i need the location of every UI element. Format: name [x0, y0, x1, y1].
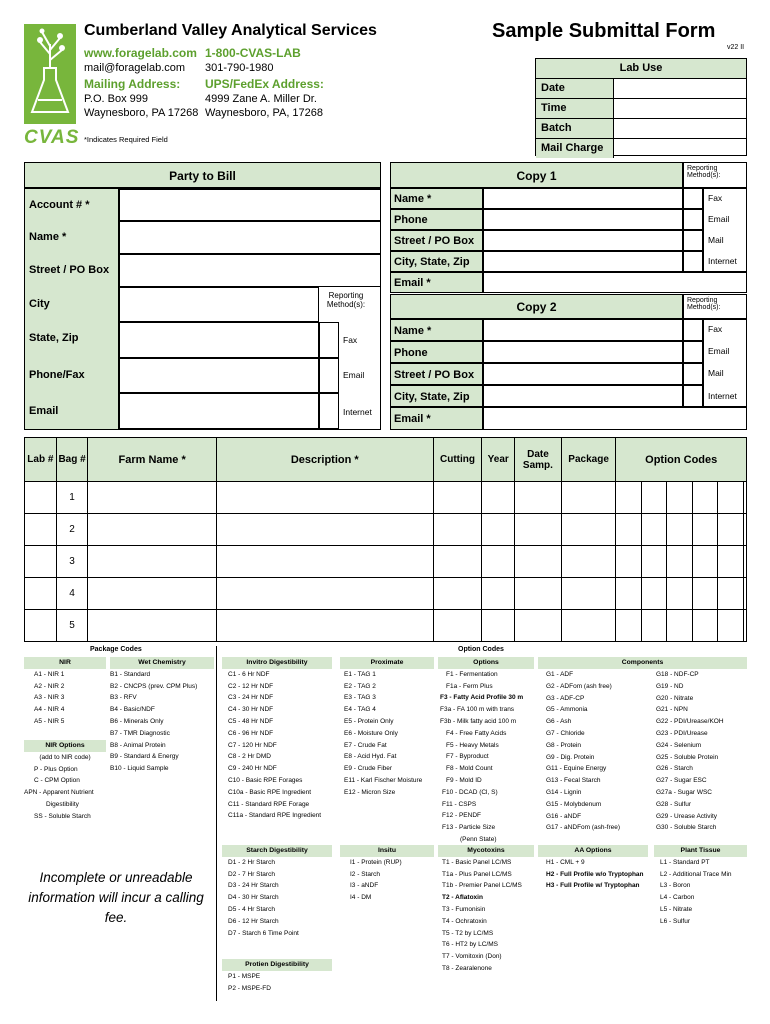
nir-options-list: NIR Options (add to NIR code) P - Plus Option C - CPM Option APN - Apparent Nutrient Digestibility SS - Soluble Starch [24, 740, 106, 823]
mailing-line2: Waynesboro, PA 17268 [84, 107, 199, 119]
copy2-form [390, 319, 747, 431]
party-fax-label: Fax [343, 335, 358, 345]
lab-batch-row[interactable]: Batch [536, 119, 746, 139]
invitro-list: Invitro Digestibility C1 - 6 Hr NDF C2 - 12 Hr NDF C3 - 24 Hr NDF C4 - 30 Hr NDF C5 - 48 Hr NDF C6 - 96 Hr NDF C7 - 120 Hr NDF C8 - 2 Hr DMD C9 - 240 Hr NDF C10 - Basic RPE Forages C10a - Basic RPE Ingredient C11 - Standard RPE Forage C11a - Standard RPE Ingredient [222, 657, 332, 822]
ups-line1: 4999 Zane A. Miller Dr. [205, 93, 317, 105]
table-row[interactable]: 2 [25, 514, 747, 546]
copy1-city-label: City, State, Zip [390, 251, 483, 272]
copy2-reporting-label: Reporting Method(s): [683, 294, 747, 319]
option-codes-title: Option Codes [458, 646, 504, 653]
copy2-email-input[interactable] [483, 407, 747, 430]
mycotoxins-list: Mycotoxins T1 - Basic Panel LC/MS T1a - Plus Panel LC/MS T1b - Premier Panel LC/MS T2 - Aflatoxin T3 - Fumonisin T4 - Ochratoxin T5 - T2 by LC/MS T6 - HT2 by LC/MS T7 - Vomitoxin (Don) T8 - Zearalenone [438, 845, 534, 975]
lab-mail-charge-row[interactable]: Mail Charge [536, 139, 746, 158]
copy2-phone-input[interactable] [483, 341, 683, 363]
copy2-internet-label: Internet [708, 391, 737, 401]
party-email-label: Email [343, 370, 365, 380]
copy1-email-input[interactable] [483, 272, 747, 293]
copy1-fax-checkbox[interactable] [683, 188, 703, 209]
copy2-email-label2: Email [708, 346, 730, 356]
copy1-phone-label: Phone [390, 209, 483, 230]
bag-header: Bag # [56, 438, 88, 482]
website-link[interactable]: www.foragelab.com [84, 46, 197, 60]
package-codes-title: Package Codes [90, 646, 142, 653]
copy1-internet-label: Internet [708, 256, 737, 266]
copy1-mail-checkbox[interactable] [683, 230, 703, 251]
phone: 301-790-1980 [205, 62, 274, 74]
copy2-fax-checkbox[interactable] [683, 319, 703, 341]
party-internet-checkbox[interactable] [319, 393, 339, 429]
nir-list: NIR A1 - NIR 1 A2 - NIR 2 A3 - NIR 3 A4 - NIR 4 A5 - NIR 5 [24, 657, 106, 728]
insitu-list: Insitu I1 - Protein (RUP) I2 - Starch I3 - aNDF I4 - DM [340, 845, 434, 904]
copy2-city-input[interactable] [483, 385, 683, 407]
samples-table [24, 437, 747, 642]
date-header: Date Samp. [515, 438, 562, 482]
copy2-street-label: Street / PO Box [390, 363, 483, 385]
party-reporting-label: Reporting Method(s): [326, 291, 366, 309]
copy1-street-input[interactable] [483, 230, 683, 251]
copy1-title: Copy 1 [390, 162, 683, 188]
copy1-reporting-label: Reporting Method(s): [683, 162, 747, 188]
desc-header: Description * [216, 438, 433, 482]
party-fax-checkbox[interactable] [319, 322, 339, 358]
copy1-phone-input[interactable] [483, 209, 683, 230]
copy1-mail-label: Mail [708, 235, 724, 245]
aa-options-list: AA Options H1 - CML + 9 H2 - Full Profile w/o Tryptophan H3 - Full Profile w/ Tryptophan [538, 845, 648, 892]
plant-tissue-list: Plant Tissue L1 - Standard PT L2 - Additional Trace Min L3 - Boron L4 - Carbon L5 - Nitrate L6 - Sulfur [654, 845, 747, 928]
name-input[interactable] [119, 221, 381, 254]
copy2-email-checkbox[interactable] [683, 341, 703, 363]
lab-header: Lab # [25, 438, 57, 482]
ups-line2: Waynesboro, PA, 17268 [205, 107, 324, 119]
phone-fax-label: Phone/Fax [29, 369, 85, 381]
components-list: Components [538, 657, 747, 669]
lab-time-row[interactable]: Time [536, 99, 746, 119]
starch-list: Starch Digestibility D1 - 2 Hr Starch D2 - 7 Hr Starch D3 - 24 Hr Starch D4 - 30 Hr Starch D5 - 4 Hr Starch D6 - 12 Hr Starch D7 - Starch 6 Time Point [222, 845, 332, 939]
street-input[interactable] [119, 254, 381, 287]
proximate-list: Proximate E1 - TAG 1 E2 - TAG 2 E3 - TAG 3 E4 - TAG 4 E5 - Protein Only E6 - Moisture Only E7 - Crude Fat E8 - Acid Hyd. Fat E9 - Crude Fiber E11 - Karl Fischer Moisture E12 - Micron Size [340, 657, 434, 799]
year-header: Year [482, 438, 515, 482]
copy2-name-label: Name * [390, 319, 483, 341]
options-header: Option Codes [616, 438, 747, 482]
copy1-name-input[interactable] [483, 188, 683, 209]
copy1-form [390, 188, 747, 294]
copy2-mail-checkbox[interactable] [683, 363, 703, 385]
wet-chemistry-list: Wet Chemistry B1 - Standard B2 - CNCPS (prev. CPM Plus) B3 - RFV B4 - Basic/NDF B6 - Minerals Only B7 - TMR Diagnostic B8 - Animal Protein B9 - Standard & Energy B10 - Liquid Sample [110, 657, 214, 775]
company-name: Cumberland Valley Analytical Services [84, 22, 377, 39]
mailing-line1: P.O. Box 999 [84, 93, 149, 105]
table-row[interactable]: 3 [25, 546, 747, 578]
lab-date-row[interactable]: Date [536, 79, 746, 99]
copy1-internet-checkbox[interactable] [683, 251, 703, 272]
street-label: Street / PO Box [29, 264, 110, 276]
copy2-email-label: Email * [390, 407, 483, 430]
copy1-city-input[interactable] [483, 251, 683, 272]
components-right: G18 - NDF-CP G19 - ND G20 - Nitrate G21 - NPN G22 - PDI/Urease/KOH G23 - PDI/Urease G24 - Selenium G25 - Soluble Protein G26 - Starch G27 - Sugar ESC G27a - Sugar WSC G28 - Sulfur G29 - Urease Activity G30 - Soluble Starch [656, 671, 724, 832]
lab-use-title: Lab Use [536, 59, 746, 79]
samples-header [25, 438, 747, 482]
account-input[interactable] [119, 189, 381, 221]
copy2-internet-checkbox[interactable] [683, 385, 703, 407]
required-note: *Indicates Required Field [84, 135, 168, 144]
logo-text: CVAS [24, 127, 80, 148]
codes-divider [216, 646, 217, 1001]
party-email-checkbox[interactable] [319, 358, 339, 393]
email-label: Email [29, 405, 59, 417]
ups-title: UPS/FedEx Address: [205, 77, 324, 91]
table-row[interactable]: 4 [25, 578, 747, 610]
logo [24, 24, 80, 148]
protein-dig-list: Protien Digestibility P1 - MSPE P2 - MSPE-FD [222, 959, 332, 994]
form-title: Sample Submittal Form [492, 20, 716, 42]
copy2-city-label: City, State, Zip [390, 385, 483, 407]
tollfree-phone: 1-800-CVAS-LAB [205, 46, 301, 60]
copy2-name-input[interactable] [483, 319, 683, 341]
flask-logo-icon [24, 24, 76, 124]
city-label: City [29, 298, 50, 310]
name-label: Name * [29, 231, 67, 243]
email-input[interactable] [119, 393, 319, 429]
copy1-email-checkbox[interactable] [683, 209, 703, 230]
options-list: Options F1 - Fermentation F1a - Ferm Plus F3 - Fatty Acid Profile 30 m F3a - FA 100 m with trans F3b - Milk fatty acid 100 m F4 - Free Fatty Acids F5 - Heavy Metals F7 - Byproduct F8 - Mold Count F9 - Mold ID F10 - DCAD (Cl, S) F11 - CSPS F12 - PENDF F13 - Particle Size (Penn State) [438, 657, 534, 846]
copy1-street-label: Street / PO Box [390, 230, 483, 251]
account-label: Account # * [29, 199, 90, 211]
version: v22 II [727, 44, 745, 51]
copy1-fax-label: Fax [708, 193, 723, 203]
cutting-header: Cutting [433, 438, 482, 482]
fee-note: Incomplete or unreadable information will incur a calling fee. [28, 870, 204, 925]
farm-header: Farm Name * [88, 438, 216, 482]
copy2-phone-label: Phone [390, 341, 483, 363]
party-title: Party to Bill [24, 162, 381, 188]
state-zip-input[interactable] [119, 322, 319, 358]
components-left: G1 - ADF G2 - ADFom (ash free) G3 - ADF-CP G5 - Ammonia G6 - Ash G7 - Chloride G8 - Protein G9 - Dig. Protein G11 - Equine Energy G13 - Fecal Starch G14 - Lignin G15 - Molybdenum G16 - aNDF G17 - aNDFom (ash-free) [546, 671, 621, 832]
party-internet-label: Internet [343, 407, 372, 417]
lab-use-panel [535, 58, 747, 156]
copy2-street-input[interactable] [483, 363, 683, 385]
mailing-title: Mailing Address: [84, 77, 181, 91]
city-input[interactable] [119, 287, 319, 322]
table-row[interactable]: 5 [25, 610, 747, 642]
copy1-name-label: Name * [390, 188, 483, 209]
copy2-mail-label: Mail [708, 368, 724, 378]
copy1-email-label2: Email [708, 214, 730, 224]
copy2-title: Copy 2 [390, 294, 683, 319]
table-row[interactable]: 1 [25, 482, 747, 514]
email-link[interactable]: mail@foragelab.com [84, 62, 186, 74]
state-zip-label: State, Zip [29, 332, 79, 344]
party-form [24, 188, 381, 430]
copy1-email-label: Email * [390, 272, 483, 293]
copy2-fax-label: Fax [708, 324, 723, 334]
package-header: Package [561, 438, 616, 482]
phone-fax-input[interactable] [119, 358, 319, 393]
